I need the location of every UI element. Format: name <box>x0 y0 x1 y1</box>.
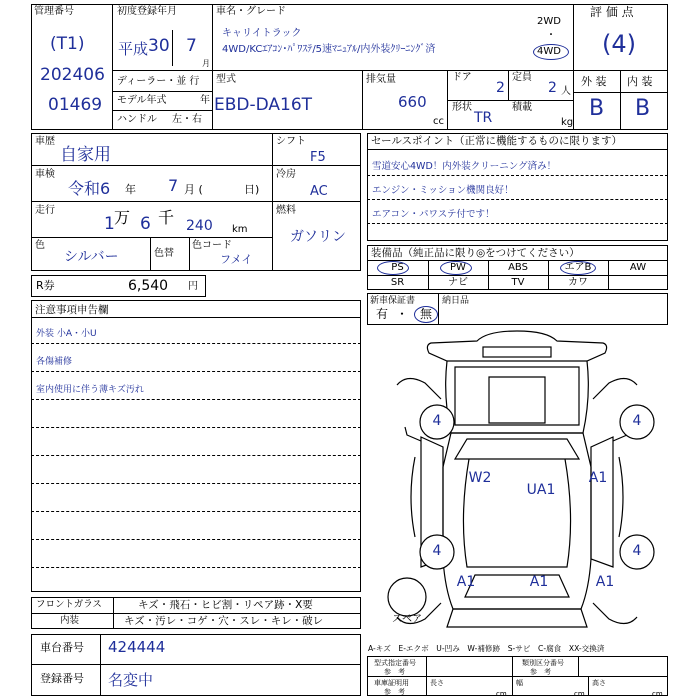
recycle-label: R券 <box>36 279 55 292</box>
km-unit: km <box>232 224 248 235</box>
capacity-label: 定員 <box>512 72 532 83</box>
warranty-label: 新車保証書 <box>370 296 416 306</box>
equip-sr: SR <box>390 277 405 288</box>
front-glass-label: フロントガラス <box>36 599 102 610</box>
equip-airbag: エアB <box>564 262 592 273</box>
door-value: 2 <box>496 80 505 96</box>
exterior-value: B <box>589 96 605 121</box>
displacement-value: 660 <box>398 93 427 111</box>
warranty-dot: ・ <box>396 307 409 321</box>
class-label: 類別区分番号 <box>522 659 564 667</box>
inspection-era: 令和6 <box>68 179 111 198</box>
warranty-no-circle <box>414 306 438 323</box>
kg-unit: kg <box>561 117 574 128</box>
drive-4wd: 4WD <box>537 46 561 57</box>
front-glass-value: キズ・飛石・ヒビ割・リペア跡・X要 <box>138 599 313 611</box>
color-code-value: フメイ <box>220 253 253 266</box>
equip-aw: AW <box>629 262 647 273</box>
mark-right-door: A1 <box>588 470 608 486</box>
note-ruled-line <box>31 539 361 540</box>
type-value: EBD-DA16T <box>214 95 313 115</box>
inspection-month-unit: 月 ( <box>184 183 203 196</box>
ps-circle <box>377 261 409 275</box>
capacity-value: 2 <box>548 80 557 96</box>
mgmt-code: (T1) <box>50 34 85 54</box>
mark-front-right: A1 <box>595 574 615 590</box>
equip-tv: TV <box>511 277 525 288</box>
handle-label: ハンドル <box>117 114 157 125</box>
history-label: 車歴 <box>35 136 55 147</box>
length-cm: cm <box>496 690 507 698</box>
note-ruled-line <box>31 567 361 568</box>
width-cm: cm <box>574 690 585 698</box>
type-cert-label: 型式指定番号 <box>374 659 416 667</box>
airbag-circle <box>560 261 596 275</box>
note-ruled-line <box>31 371 361 372</box>
equipment-title: 装備品（純正品に限り◎をつけてください） <box>371 247 580 259</box>
chassis-value: 424444 <box>108 638 166 656</box>
note-ruled-line <box>31 343 361 344</box>
cert-ref: 参 考 <box>384 688 405 696</box>
car-grade: 4WD/KCｴｱｺﾝ･ﾊﾟﾜｽﾃ/5速ﾏﾆｭｱﾙ/内外装ｸﾘｰﾆﾝｸﾞ済 <box>222 44 436 55</box>
note-ruled-line <box>31 399 361 400</box>
equip-pw: PW <box>450 262 466 273</box>
equip-ps: PS <box>391 262 404 273</box>
interior-value: B <box>635 96 651 121</box>
height-label: 高さ <box>592 679 606 687</box>
first-reg-label: 初度登録年月 <box>117 6 177 17</box>
handle-options: 左・右 <box>172 114 202 125</box>
dealer-label: ディーラー・並 行 <box>117 76 200 87</box>
inspection-label: 車検 <box>35 169 55 180</box>
inspection-year-unit: 年 <box>125 183 136 196</box>
recycle-value: 6,540 <box>128 278 169 294</box>
mileage-10k: 1 <box>104 214 115 234</box>
recycle-unit: 円 <box>188 281 198 292</box>
damage-legend: A-キズ E-エクボ U-凹み W-補修跡 S-サビ C-腐食 XX-交換済 <box>368 644 605 653</box>
mark-wheel-rr: 4 <box>632 413 642 429</box>
cert-label: 車庫証明用 <box>374 679 409 687</box>
mark-roof: UA1 <box>526 482 556 498</box>
drive-dot: ・ <box>546 30 556 41</box>
color-change-label: 色替 <box>154 248 174 259</box>
reg-value: 名変中 <box>108 671 154 689</box>
mgmt-no1: 202406 <box>40 65 105 85</box>
note-ruled-line <box>31 483 361 484</box>
load-label: 積載 <box>512 102 532 113</box>
first-reg-year: 30 <box>148 36 170 56</box>
mark-front-center: A1 <box>529 574 549 590</box>
history-value: 自家用 <box>60 145 111 165</box>
interior-label: 内 装 <box>627 75 653 88</box>
fuel-value: ガソリン <box>290 229 346 245</box>
name-grade-label: 車名・グレード <box>216 6 286 17</box>
door-label: ドア <box>452 72 472 83</box>
height-cm: cm <box>652 690 663 698</box>
equip-leather: カワ <box>568 277 588 288</box>
note-line-2: 各傷補修 <box>36 357 73 367</box>
model-year-label: モデル年式 <box>117 95 167 106</box>
spare-label: スペア <box>392 614 422 625</box>
interior-cond-value: キズ・汚レ・コゲ・穴・スレ・キレ・破レ <box>124 615 324 627</box>
shift-value: F5 <box>310 150 326 165</box>
note-ruled-line <box>31 427 361 428</box>
ac-label: 冷房 <box>276 169 296 180</box>
delivery-label: 納日品 <box>442 296 470 306</box>
shape-value: TR <box>474 110 493 126</box>
interior-cond-label: 内装 <box>60 615 80 626</box>
reg-label: 登録番号 <box>40 672 84 685</box>
chassis-label: 車台番号 <box>40 641 84 654</box>
width-label: 幅 <box>516 679 523 687</box>
shift-label: シフト <box>276 136 306 147</box>
mark-wheel-fl: 4 <box>432 543 442 559</box>
sales-title: セールスポイント（正常に機能するものに限ります） <box>371 135 623 147</box>
mileage-man: 万 <box>114 208 131 227</box>
mileage-sen: 千 <box>158 208 175 227</box>
score-value: (4) <box>602 30 636 58</box>
first-reg-era: 平成 <box>118 40 149 58</box>
model-year-unit: 年 <box>200 95 210 106</box>
car-diagram <box>367 327 668 637</box>
cc-unit: cc <box>433 116 444 127</box>
mgmt-no2: 01469 <box>48 95 103 115</box>
displacement-label: 排気量 <box>366 74 396 85</box>
inspection-day-unit: 日) <box>244 183 260 196</box>
note-ruled-line <box>31 455 361 456</box>
month-unit: 月 <box>202 59 210 68</box>
inspection-month: 7 <box>168 176 179 195</box>
sales-point-3: エアコン・パワステ付です！ <box>372 209 495 220</box>
color-value: シルバー <box>64 249 119 265</box>
warranty-yes: 有 <box>376 307 389 321</box>
mark-front-left: A1 <box>456 574 476 590</box>
first-reg-month: 7 <box>186 36 197 56</box>
fuel-label: 燃料 <box>276 205 296 216</box>
score-label: 評 価 点 <box>590 5 634 19</box>
equip-abs: ABS <box>508 262 528 273</box>
exterior-label: 外 装 <box>581 75 607 88</box>
sales-point-2: エンジン・ミッション機関良好！ <box>372 185 514 196</box>
pw-circle <box>440 261 472 275</box>
note-ruled-line <box>31 511 361 512</box>
type-cert-ref: 参 考 <box>384 668 405 676</box>
color-label: 色 <box>35 240 45 251</box>
car-name: キャリイトラック <box>222 28 302 39</box>
warranty-no: 無 <box>420 307 433 321</box>
mark-left-door: W2 <box>468 470 492 486</box>
recycle-frame <box>31 275 206 297</box>
mgmt-label: 管理番号 <box>34 6 74 17</box>
mileage-label: 走行 <box>35 205 55 216</box>
notes-title: 注意事項申告欄 <box>35 304 109 316</box>
drive-2wd: 2WD <box>537 16 561 27</box>
note-line-1: 外装 小A・小U <box>36 329 97 339</box>
mileage-rest: 240 <box>186 218 213 234</box>
sales-point-1: 雪道安心4WD！内外装クリーニング済み！ <box>372 161 557 172</box>
note-line-3: 室内使用に伴う薄キズ汚れ <box>36 385 144 395</box>
shape-label: 形状 <box>452 102 472 113</box>
type-label: 型式 <box>216 74 236 85</box>
mileage-1k: 6 <box>140 214 151 234</box>
class-ref: 参 考 <box>530 668 551 676</box>
length-label: 長さ <box>430 679 444 687</box>
ac-value: AC <box>310 184 328 199</box>
mark-wheel-fr: 4 <box>632 543 642 559</box>
mark-wheel-rl: 4 <box>432 413 442 429</box>
capacity-unit: 人 <box>561 86 571 97</box>
equip-navi: ナビ <box>448 277 468 288</box>
color-code-label: 色コード <box>192 240 232 251</box>
